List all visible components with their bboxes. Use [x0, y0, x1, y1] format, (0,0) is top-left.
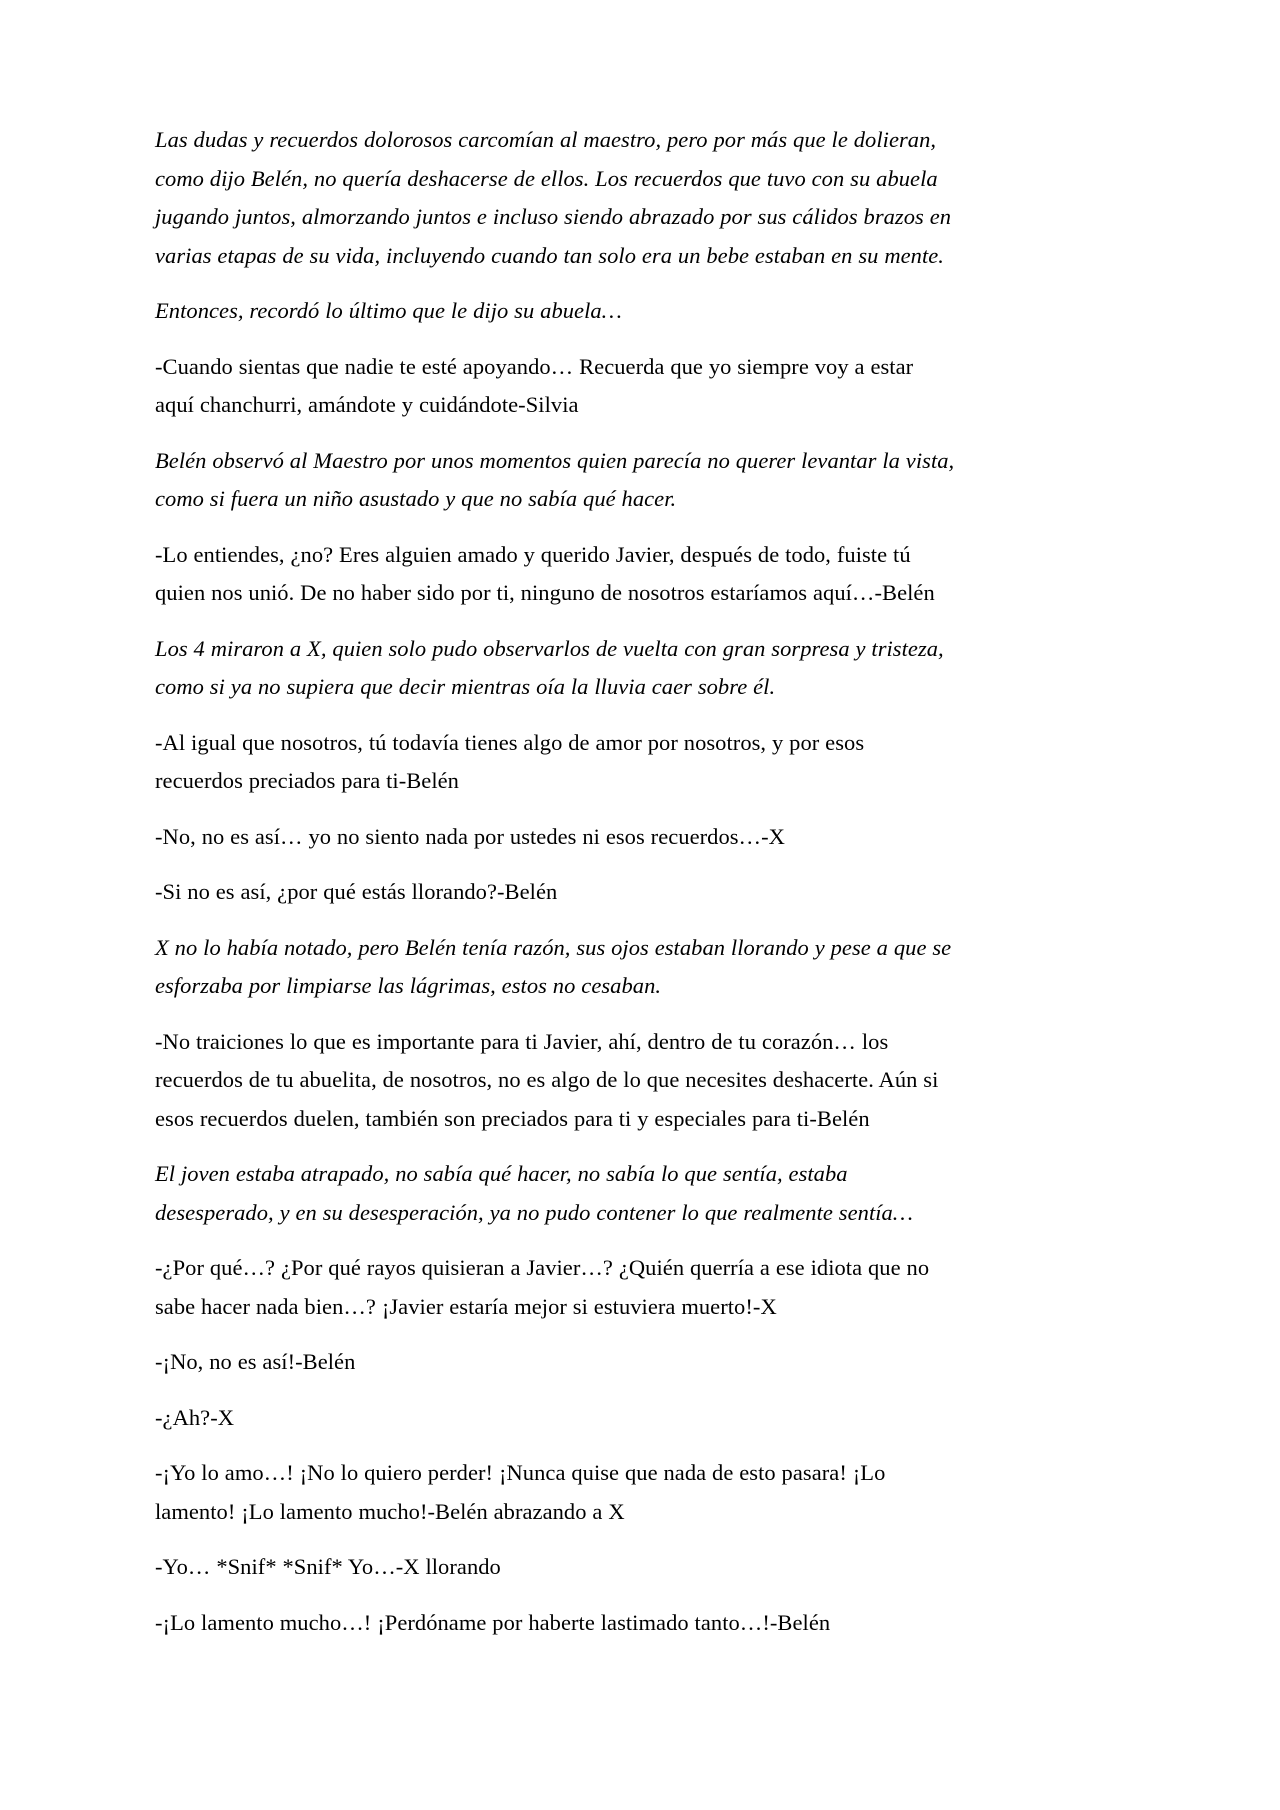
paragraph-dialogue: -¿Por qué…? ¿Por qué rayos quisieran a Javier…? ¿Quién querría a ese idiota que no sabe hacer nada bien…? ¡Javier estaría mejor si estuviera muerto!-X: [155, 1255, 930, 1319]
paragraph-dialogue: -No traiciones lo que es importante para ti Javier, ahí, dentro de tu corazón… los recuerdos de tu abuelita, de nosotros, no es algo de lo que necesites deshacerte. Aún si esos recuerdos duelen, también son preciados para ti y especiales para ti-Belén: [155, 1028, 939, 1131]
paragraph-narration: Las dudas y recuerdos dolorosos carcomían al maestro, pero por más que le dolieran, como dijo Belén, no quería deshacerse de ellos. Los recuerdos que tuvo con su abuela jugando juntos, almorzando juntos e incluso siendo abrazado por sus cálidos brazos en varias etapas de su vida, incluyendo cuando tan solo era un bebe estaban en su mente.: [155, 127, 952, 268]
paragraph-narration: Entonces, recordó lo último que le dijo su abuela…: [155, 298, 622, 323]
paragraph-dialogue: -¡Lo lamento mucho…! ¡Perdóname por haberte lastimado tanto…!-Belén: [155, 1609, 831, 1635]
paragraph-dialogue: -Cuando sientas que nadie te esté apoyando… Recuerda que yo siempre voy a estar aquí chanchurri, amándote y cuidándote-Silvia: [155, 353, 914, 417]
paragraph-dialogue: -Al igual que nosotros, tú todavía tienes algo de amor por nosotros, y por esos recuerdos preciados para ti-Belén: [155, 729, 865, 793]
paragraph-narration: Belén observó al Maestro por unos momentos quien parecía no querer levantar la vista, como si fuera un niño asustado y que no sabía qué hacer.: [155, 447, 955, 511]
paragraph-narration: X no lo había notado, pero Belén tenía razón, sus ojos estaban llorando y pese a que se esforzaba por limpiarse las lágrimas, estos no cesaban.: [155, 934, 952, 998]
paragraph-dialogue: -Yo… *Snif* *Snif* Yo…-X llorando: [155, 1554, 501, 1579]
document-text-column: [155, 121, 955, 1642]
paragraph-narration: Los 4 miraron a X, quien solo pudo observarlos de vuelta con gran sorpresa y tristeza, como si ya no supiera que decir mientras oía la lluvia caer sobre él.: [155, 635, 944, 699]
paragraph-dialogue: -¡Yo lo amo…! ¡No lo quiero perder! ¡Nunca quise que nada de esto pasara! ¡Lo lamento! ¡Lo lamento mucho!-Belén abrazando a X: [155, 1460, 886, 1524]
paragraph-dialogue: -¿Ah?-X: [155, 1404, 235, 1430]
paragraph-dialogue: -Si no es así, ¿por qué estás llorando?-Belén: [155, 879, 558, 904]
paragraph-narration: El joven estaba atrapado, no sabía qué hacer, no sabía lo que sentía, estaba desesperado, y en su desesperación, ya no pudo contener lo que realmente sentía…: [155, 1161, 913, 1225]
paragraph-dialogue: -Lo entiendes, ¿no? Eres alguien amado y querido Javier, después de todo, fuiste tú quien nos unió. De no haber sido por ti, ninguno de nosotros estaríamos aquí…-Belén: [155, 541, 935, 605]
paragraph-dialogue: -¡No, no es así!-Belén: [155, 1349, 356, 1374]
paragraph-dialogue: -No, no es así… yo no siento nada por ustedes ni esos recuerdos…-X: [155, 823, 785, 849]
